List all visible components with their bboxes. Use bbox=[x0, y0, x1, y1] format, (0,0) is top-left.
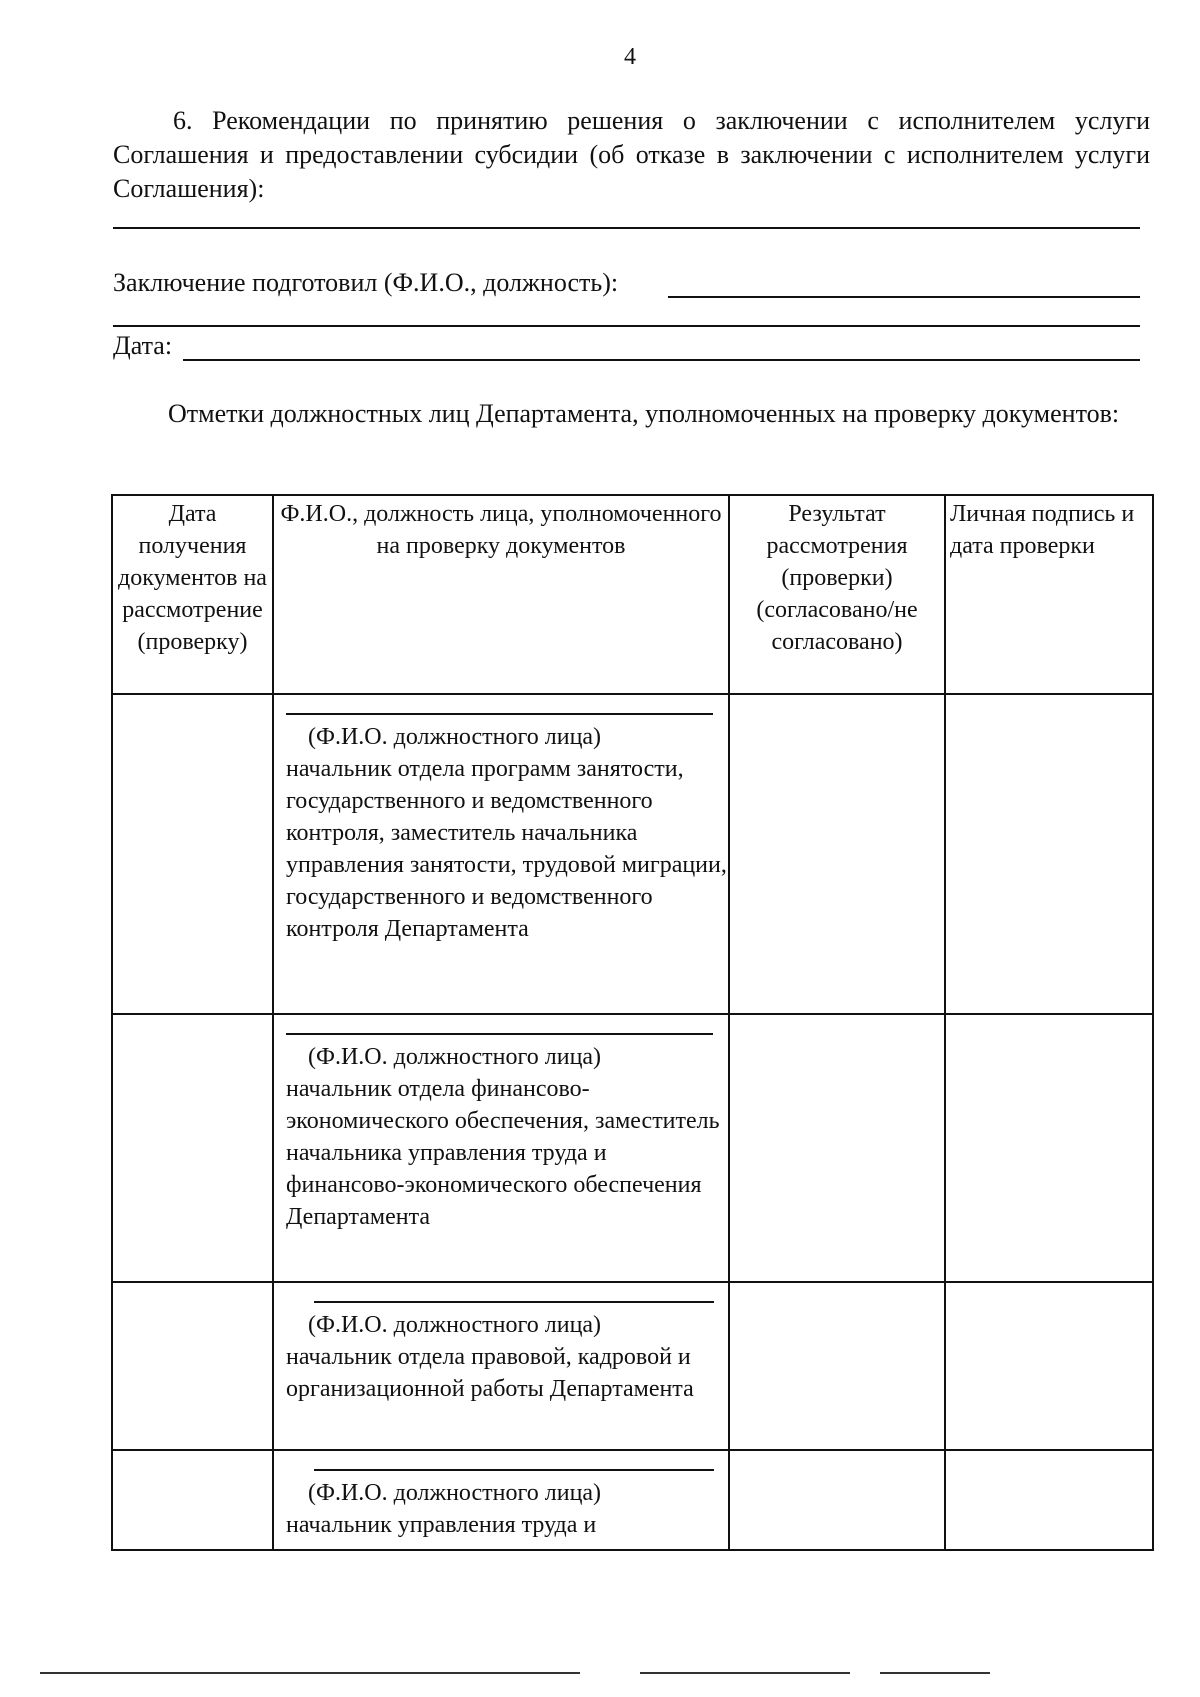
result-cell bbox=[729, 1014, 945, 1282]
prepared-by-line bbox=[668, 296, 1140, 298]
table-header-row bbox=[112, 495, 1153, 694]
recommendations-answer-line bbox=[113, 227, 1140, 229]
signature-line bbox=[286, 713, 713, 715]
header-date-received: Дата получения документов на рассмотрение (проверку) bbox=[112, 495, 273, 694]
date-field bbox=[113, 331, 172, 361]
date-cell bbox=[112, 1014, 273, 1282]
date-cell bbox=[112, 694, 273, 1014]
official-role: начальник отдела финансово-экономического обеспечения, заместитель начальника управления труда и финансово-экономического обеспечения Департамента bbox=[286, 1076, 720, 1230]
footer-rule-right bbox=[880, 1672, 990, 1674]
table-row bbox=[112, 1014, 1153, 1282]
signature-line bbox=[286, 1033, 713, 1035]
prepared-by-label: Заключение подготовил (Ф.И.О., должность): bbox=[113, 268, 619, 297]
prepared-by-field bbox=[113, 268, 618, 298]
result-cell bbox=[729, 694, 945, 1014]
signature-line bbox=[314, 1301, 714, 1303]
check-table bbox=[111, 494, 1154, 1551]
date-line bbox=[183, 359, 1140, 361]
page-number: 4 bbox=[624, 44, 636, 70]
signature-cell bbox=[945, 1450, 1153, 1550]
official-role: начальник отдела программ занятости, государственного и ведомственного контроля, заместитель начальника управления занятости, трудовой миграции, государственного и ведомственного контроля Департамента bbox=[286, 756, 727, 942]
fio-caption: (Ф.И.О. должностного лица) bbox=[308, 1480, 602, 1506]
date-cell bbox=[112, 1282, 273, 1450]
result-cell bbox=[729, 1282, 945, 1450]
header-result: Результат рассмотрения (проверки) (согласовано/не согласовано) bbox=[729, 495, 945, 694]
header-official: Ф.И.О., должность лица, уполномоченного на проверку документов bbox=[273, 495, 729, 694]
official-cell bbox=[273, 694, 729, 1014]
recommendations-text: 6. Рекомендации по принятию решения о заключении с исполнителем услуги Соглашения и предоставлении субсидии (об отказе в заключении с исполнителем услуги Соглашения): bbox=[113, 106, 1150, 203]
recommendations-paragraph bbox=[113, 104, 1150, 206]
official-cell bbox=[273, 1014, 729, 1282]
official-role: начальник отдела правовой, кадровой и организационной работы Департамента bbox=[286, 1344, 694, 1402]
prepared-by-continuation-line bbox=[113, 325, 1140, 327]
official-role: начальник управления труда и bbox=[286, 1512, 597, 1538]
signature-cell bbox=[945, 1282, 1153, 1450]
date-cell bbox=[112, 1450, 273, 1550]
fio-caption: (Ф.И.О. должностного лица) bbox=[308, 724, 602, 750]
result-cell bbox=[729, 1450, 945, 1550]
signature-cell bbox=[945, 1014, 1153, 1282]
footer-rule-left bbox=[40, 1672, 580, 1674]
signature-line bbox=[314, 1469, 714, 1471]
marks-text: Отметки должностных лиц Департамента, уполномоченных на проверку документов: bbox=[168, 399, 1120, 428]
marks-paragraph bbox=[113, 397, 1150, 431]
fio-caption: (Ф.И.О. должностного лица) bbox=[308, 1312, 602, 1338]
date-label: Дата: bbox=[113, 331, 173, 360]
table-row bbox=[112, 1282, 1153, 1450]
table-row bbox=[112, 694, 1153, 1014]
footer-rule-middle bbox=[640, 1672, 850, 1674]
official-cell bbox=[273, 1450, 729, 1550]
signature-cell bbox=[945, 694, 1153, 1014]
header-signature: Личная подпись и дата проверки bbox=[945, 495, 1153, 694]
official-cell bbox=[273, 1282, 729, 1450]
fio-caption: (Ф.И.О. должностного лица) bbox=[308, 1044, 602, 1070]
table-row bbox=[112, 1450, 1153, 1550]
